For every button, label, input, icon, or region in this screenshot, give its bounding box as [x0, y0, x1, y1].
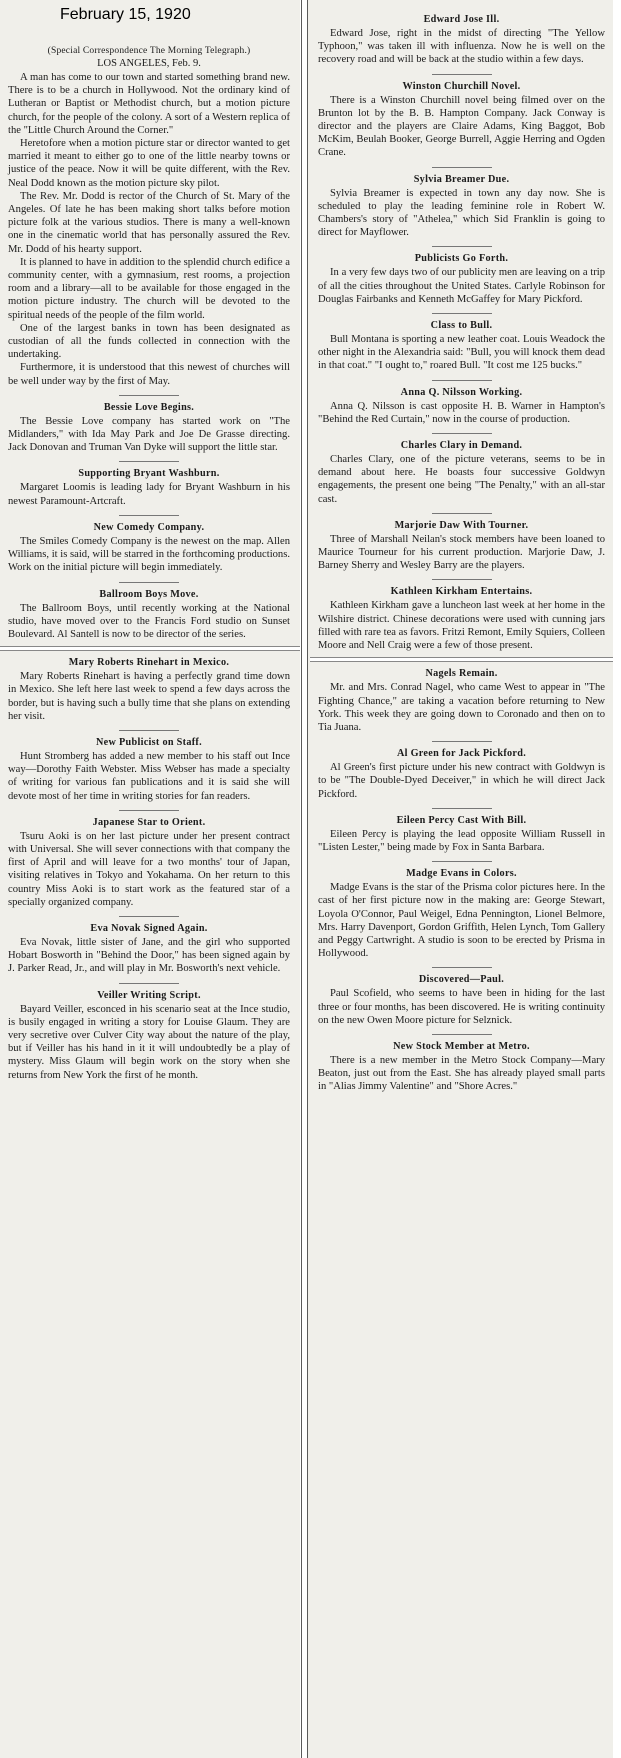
article-separator	[432, 579, 492, 580]
lead-paragraph: The Rev. Mr. Dodd is rector of the Church of St. Mary of the Angeles. Of late he has been making short talks before motion picture folk at the various studios. There is many a well-known one in the cinematic world that has personally assured the Rev. Mr. Dodd of his hearty support.	[8, 190, 290, 255]
news-item	[318, 387, 605, 426]
news-headline: Publicists Go Forth.	[414, 253, 509, 265]
news-item	[8, 657, 290, 723]
news-item	[318, 520, 605, 573]
news-headline: Marjorie Daw With Tourner.	[394, 519, 529, 531]
lead-paragraph: It is planned to have in addition to the splendid church edifice a community center, with a gymnasium, rest rooms, a projection room and a library—all to be available for those engaged in the motion picture industry. The church will be devoted to the spiritual needs of the people of the film world.	[8, 256, 290, 321]
news-headline: New Comedy Company.	[93, 521, 205, 533]
news-body: Bull Montana is sporting a new leather coat. Louis Weadock the other night in the Alexandria said: "Bull, you will knock them dead in that coat." "I ought to," roared Bull. "It cost me 125 bucks."	[318, 334, 605, 372]
news-body: Bayard Veiller, esconced in his scenario seat at the Ince studio, is busily engaged in writing a story for Louise Glaum. They are very secretive over Culver City way about the nature of the play, but if Veiller has his hand in it it will undoubtedly be a play of mystery. Miss Glaum will begin work on the story when she returns from New York the first of he month.	[8, 1003, 290, 1081]
news-item	[318, 974, 605, 1027]
article-separator	[432, 246, 492, 247]
news-item	[318, 586, 605, 652]
news-headline: Class to Bull.	[430, 320, 493, 332]
news-body: Margaret Loomis is leading lady for Bryant Washburn in his newest Paramount-Artcraft.	[8, 482, 290, 507]
news-body: Mr. and Mrs. Conrad Nagel, who came West to appear in "The Fighting Chance," are taking a vacation before returning to New York. This week they are going down to Coronado and then on to Tia Juana.	[318, 682, 605, 733]
news-item	[318, 81, 605, 160]
news-item	[8, 737, 290, 803]
article-separator	[119, 730, 179, 731]
news-headline: New Publicist on Staff.	[96, 736, 202, 748]
news-item	[318, 748, 605, 801]
news-item	[318, 815, 605, 854]
left-column	[0, 0, 300, 1758]
news-body: Eileen Percy is playing the lead opposite William Russell in "Listen Lester," being made by Fox in Santa Barbara.	[318, 828, 605, 853]
news-headline: Mary Roberts Rinehart in Mexico.	[68, 657, 230, 669]
news-item	[8, 923, 290, 976]
article-separator	[432, 74, 492, 75]
lead-story	[8, 71, 290, 388]
news-body: Charles Clary, one of the picture veterans, seems to be in demand about here. He boasts four successive Goldwyn engagements, the present one being "The Penalty," with an all-star cast.	[318, 454, 605, 505]
news-item	[318, 868, 605, 960]
news-body: Paul Scofield, who seems to have been in hiding for the last three or four months, has been discovered. He is writing continuity on the new Owen Moore picture for Selznick.	[318, 988, 605, 1026]
article-separator	[119, 810, 179, 811]
news-item	[318, 320, 605, 373]
lead-paragraph: Heretofore when a motion picture star or director wanted to get married it meant to either go to one of the little nearby towns or justice of the peace. Now it will be quite different, with the Rev. Neal Dodd known as the motion picture sky pilot.	[8, 138, 290, 189]
lead-paragraph: A man has come to our town and started something brand new. There is to be a church in Hollywood. Not the ordinary kind of Lutheran or Baptist or Methodist church, but a motion picture church, for the people of the colony. A sort of a Western replica of the "Little Church Around the Corner."	[8, 72, 290, 136]
news-item	[8, 589, 290, 642]
news-item	[318, 440, 605, 506]
news-body: Mary Roberts Rinehart is having a perfectly grand time down in Mexico. She left here last week to spend a few days across the border, but is having such a bully time that she plans on extending her visit.	[8, 671, 290, 722]
news-body: Madge Evans is the star of the Prisma color pictures here. In the cast of her first picture now in the making are: George Stewart, Loyola O'Connor, Paul Weigel, Edna Pennington, Lionel Belmore, Mrs. Harry Davenport, Gordon Griffith, Helen Lynch, Tom Gallery and Peggy Cartwright. A studio is soon to be erected by Prisma in Hollywood.	[318, 882, 605, 960]
news-body: Edward Jose, right in the midst of directing "The Yellow Typhoon," was taken ill with influenza. Now he is well on the recovery road and will be back at the studio within a few days.	[318, 28, 605, 66]
news-item	[318, 1041, 605, 1094]
news-headline: Anna Q. Nilsson Working.	[400, 386, 523, 398]
news-headline: Eva Novak Signed Again.	[90, 922, 208, 934]
article-separator	[432, 433, 492, 434]
lead-paragraph: Furthermore, it is understood that this newest of churches will be well under way by the first of May.	[8, 362, 290, 387]
news-body: Anna Q. Nilsson is cast opposite H. B. Warner in Hampton's "Behind the Red Curtain," now in the course of production.	[318, 400, 605, 425]
news-headline: Discovered—Paul.	[418, 974, 505, 986]
news-headline: Al Green for Jack Pickford.	[396, 748, 527, 760]
lead-paragraph: One of the largest banks in town has been designated as custodian of all the funds collected in connection with the undertaking.	[8, 322, 290, 361]
article-separator	[432, 861, 492, 862]
article-separator	[432, 380, 492, 381]
news-body: Eva Novak, little sister of Jane, and the girl who supported Hobart Bosworth in "Behind the Door," has been signed again by J. Parker Read, Jr., and will play in Mr. Bosworth's next vehicle.	[8, 936, 290, 975]
news-headline: Kathleen Kirkham Entertains.	[390, 586, 533, 598]
news-item	[8, 990, 290, 1082]
article-separator	[432, 513, 492, 514]
news-headline: Ballroom Boys Move.	[99, 588, 199, 600]
news-body: There is a new member in the Metro Stock Company—Mary Beaton, just out from the East. She has already played small parts in "Alias Jimmy Valentine" and "Shore Acres."	[318, 1054, 605, 1093]
news-body: In a very few days two of our publicity men are leaving on a trip of all the cities throughout the United States. Carlyle Robinson for Douglas Fairbanks and Kenneth McGaffey for Mary Pickford.	[318, 267, 605, 305]
article-separator	[119, 582, 179, 583]
news-item	[8, 817, 290, 909]
news-item	[8, 522, 290, 575]
news-item	[8, 402, 290, 455]
news-item	[318, 668, 605, 734]
news-headline: Eileen Percy Cast With Bill.	[396, 814, 527, 826]
news-item	[318, 14, 605, 67]
news-headline: Winston Churchill Novel.	[402, 80, 521, 92]
dateline: LOS ANGELES, Feb. 9.	[97, 58, 201, 69]
article-separator	[119, 983, 179, 984]
news-body: The Bessie Love company has started work on "The Midlanders," with Ida May Park and Joe De Grasse directing. Jack Donovan and Truman Van Dyke will support the little star.	[8, 415, 290, 454]
article-separator	[432, 313, 492, 314]
news-headline: Madge Evans in Colors.	[406, 868, 517, 880]
article-separator	[432, 167, 492, 168]
article-separator	[432, 741, 492, 742]
news-item	[8, 468, 290, 507]
news-body: The Smiles Comedy Company is the newest on the map. Allen Williams, it is said, will be starred in the forthcoming productions. Work on the initial picture will begin immediately.	[8, 535, 290, 574]
news-body: Tsuru Aoki is on her last picture under her present contract with Universal. She will sever connections with that company the first of April and will leave for a two months' tour of Japan, visiting relatives in Tokyo and Yokahama. On her return to this country Miss Aoki is to start work as the featured star of a specially organized company.	[8, 830, 290, 908]
article-separator	[432, 808, 492, 809]
news-body: Sylvia Breamer is expected in town any day now. She is scheduled to play the leading feminine role in Robert W. Chambers's story of "Athelea," which Sid Franklin is going to direct for Mayflower.	[318, 187, 605, 239]
correspondence-credit: (Special Correspondence The Morning Telegraph.)	[47, 46, 251, 56]
news-headline: Sylvia Breamer Due.	[413, 173, 510, 185]
news-item	[318, 253, 605, 306]
news-body: There is a Winston Churchill novel being filmed over on the Brunton lot by the B. B. Hampton Company. Jack Conway is director and the players are Claire Adams, King Baggot, Bob McKim, Beulah Booker, George Burrell, Aggie Herring and Ogden Crane.	[318, 94, 605, 159]
news-headline: Bessie Love Begins.	[103, 401, 195, 413]
article-separator	[432, 967, 492, 968]
column-rule-left	[301, 0, 302, 1758]
article-separator	[119, 395, 179, 396]
clipping-break	[0, 646, 300, 651]
clipping-date: February 15, 1920	[60, 6, 191, 23]
news-headline: Charles Clary in Demand.	[400, 440, 523, 452]
news-headline: Japanese Star to Orient.	[92, 816, 206, 828]
right-column	[308, 0, 613, 1758]
news-body: Hunt Stromberg has added a new member to his staff out Ince way—Dorothy Faith Webster. Miss Webser has made a specialty of writing for various fan publications and it is said she will devote most of her time in writing stories for fan readers.	[8, 750, 290, 802]
article-separator	[432, 1034, 492, 1035]
clipping-break	[310, 657, 613, 662]
article-separator	[119, 461, 179, 462]
news-body: Three of Marshall Neilan's stock members have been loaned to Maurice Tourneur for his current production. Marjorie Daw, J. Barney Sherry and Wesley Barry are the players.	[318, 533, 605, 572]
news-item	[318, 174, 605, 240]
article-separator	[119, 916, 179, 917]
news-body: The Ballroom Boys, until recently working at the National studio, have moved over to the Francis Ford studio on Sunset Boulevard. Al Santell is now to be director of the series.	[8, 602, 290, 640]
news-headline: New Stock Member at Metro.	[393, 1040, 530, 1052]
news-body: Al Green's first picture under his new contract with Goldwyn is to be "The Double-Dyed Deceiver," in which he will direct Jack Pickford.	[318, 762, 605, 800]
news-headline: Supporting Bryant Washburn.	[78, 468, 220, 480]
news-headline: Nagels Remain.	[425, 668, 498, 680]
news-headline: Veiller Writing Script.	[97, 989, 201, 1001]
news-headline: Edward Jose Ill.	[423, 14, 500, 25]
news-body: Kathleen Kirkham gave a luncheon last week at her home in the Wilshire district. Chinese decorations were used with cunning jars filled with rare tea as favors. Fritzi Remont, Emily Squiers, Colleen Moore and Nell Craig were a few of those present.	[318, 600, 605, 652]
article-separator	[119, 515, 179, 516]
